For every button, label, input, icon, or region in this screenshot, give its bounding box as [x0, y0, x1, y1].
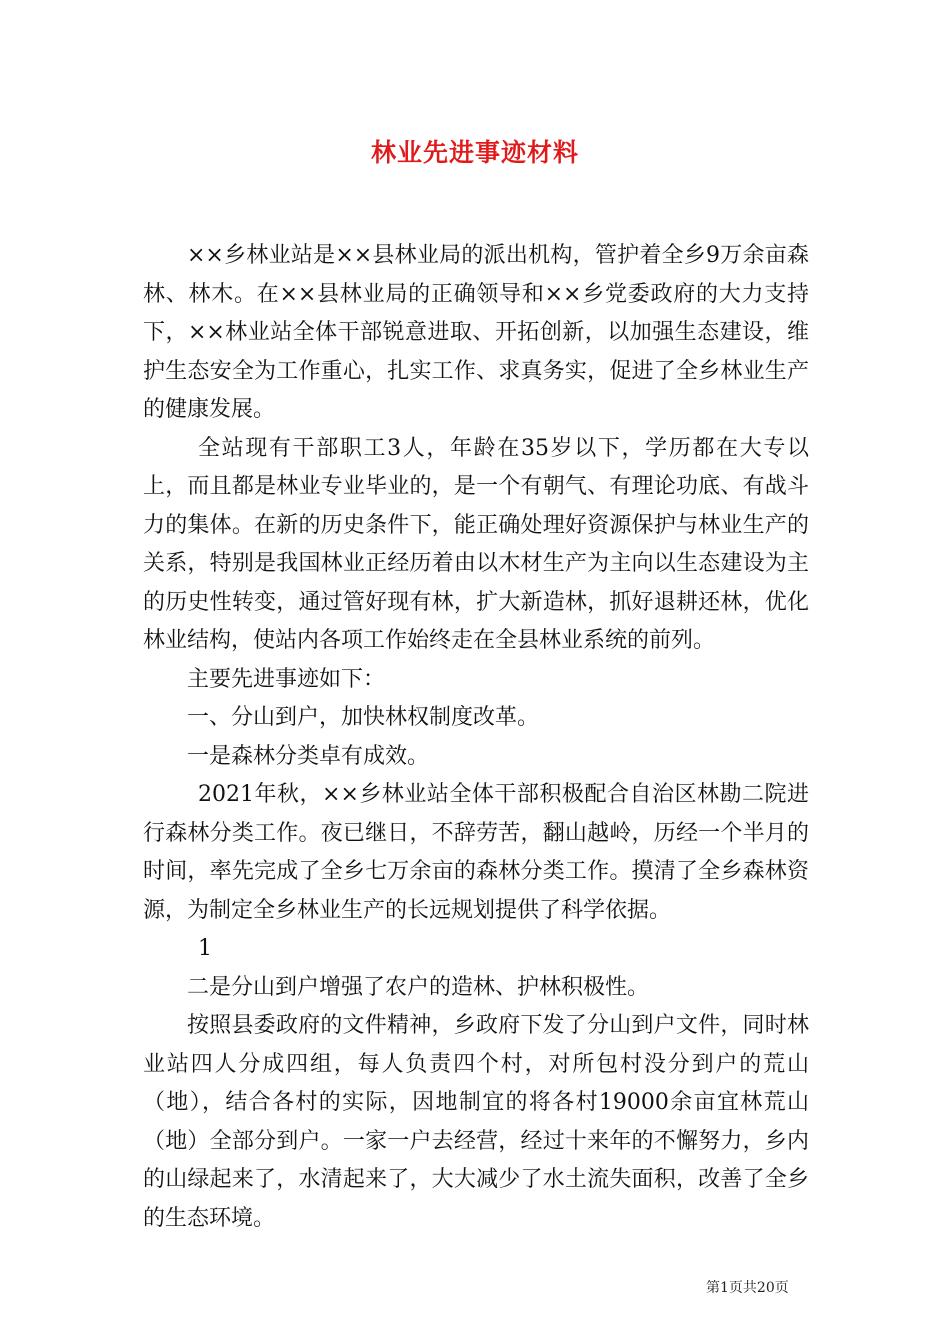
subheading-forest-classification: 一是森林分类卓有成效。 [187, 743, 430, 769]
paragraph-staff: 全站现有干部职工3人，年龄在35岁以下，学历都在大专以上，而且都是林业专业毕业的，是一个有朝气、有理论功底、有战斗力的集体。在新的历史条件下，能正确处理好资源保护与林业生产的关系，特别是我国林业正经历着由以木材生产为主向以生态建设为主的历史性转变，通过管好现有林，扩大新造林，抓好退耕还林，优化林业结构，使站内各项工作始终走在全县林业系统的前列。 [143, 435, 809, 653]
document-title: 林业先进事迹材料 [370, 138, 579, 167]
subheading-household-forests: 二是分山到户增强了农户的造林、护林积极性。 [187, 974, 650, 1000]
inline-page-number: 1 [198, 936, 212, 961]
paragraph-classification-work: 2021年秋，××乡林业站全体干部积极配合自治区林勘二院进行森林分类工作。夜已继日，不辞劳苦，翻山越岭，历经一个半月的时间，率先完成了全乡七万余亩的森林分类工作。摸清了全乡森林资源，为制定全乡林业生产的长远规划提供了科学依据。 [143, 782, 809, 923]
paragraph-intro: ××乡林业站是××县林业局的派出机构，管护着全乡9万余亩森林、林木。在××县林业局的正确领导和××乡党委政府的大力支持下，××林业站全体干部锐意进取、开拓创新，以加强生态建设，维护生态安全为工作重心，扎实工作、求真务实，促进了全乡林业生产的健康发展。 [143, 243, 809, 422]
section-heading-one: 一、分山到户，加快林权制度改革。 [187, 705, 540, 730]
paragraph-main-deeds: 主要先进事迹如下： [187, 666, 386, 692]
paragraph-household-distribution: 按照县委政府的文件精神，乡政府下发了分山到户文件，同时林业站四人分成四组，每人负责四个村，对所包村没分到户的荒山（地），结合各村的实际，因地制宜的将各村19000余亩宜林荒山（地）全部分到户。一家一户去经营，经过十来年的不懈努力，乡内的山绿起来了，水清起来了，大大减少了水土流失面积，改善了全乡的生态环境。 [143, 1013, 809, 1231]
page-footer: 第1页共20页 [706, 1280, 789, 1296]
document-body [143, 237, 809, 1238]
